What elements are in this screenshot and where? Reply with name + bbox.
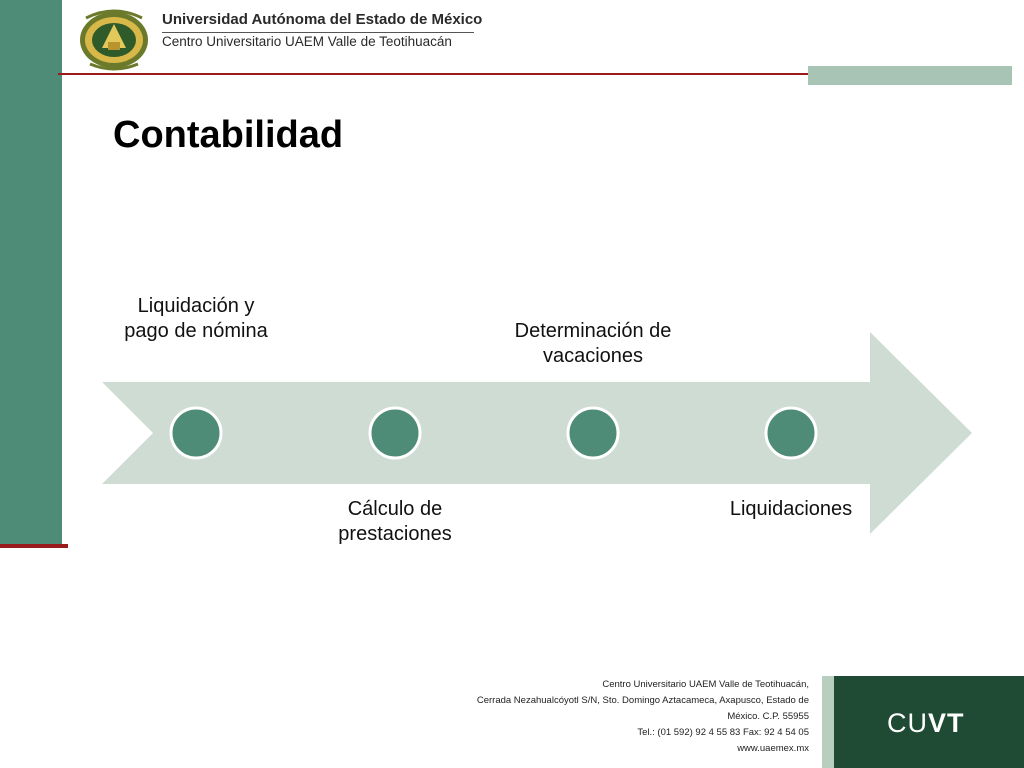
footer-address-line: Tel.: (01 592) 92 4 55 83 Fax: 92 4 54 05 [637,727,809,738]
process-step-label-2: Cálculo de prestaciones [338,498,452,545]
process-step-label-3: Determinación de vacaciones [514,320,672,367]
footer-address-line: Centro Universitario UAEM Valle de Teotihuacán, [602,679,809,690]
university-name: Universidad Autónoma del Estado de México [162,11,483,28]
process-step-label-1: Liquidación y pago de nómina [124,295,268,342]
footer-address [477,677,809,757]
footer-address-line: México. C.P. 55955 [727,711,809,722]
slide-title: Contabilidad [113,114,344,156]
process-step-label-4: Liquidaciones [729,498,853,520]
cuvt-logo-light: CU [887,708,928,738]
process-step-marker-3 [568,408,618,458]
process-step-marker-4 [766,408,816,458]
cuvt-logo-bold: VT [928,708,965,738]
footer-address-line: Cerrada Nezahualcóyotl S/N, Sto. Domingo Aztacameca, Axapusco, Estado de [476,695,809,706]
footer-address-line: www.uaemex.mx [737,743,809,754]
cuvt-logo [887,708,965,739]
campus-name: Centro Universitario UAEM Valle de Teotihuacán [162,32,474,49]
process-step-marker-1 [171,408,221,458]
process-step-marker-2 [370,408,420,458]
